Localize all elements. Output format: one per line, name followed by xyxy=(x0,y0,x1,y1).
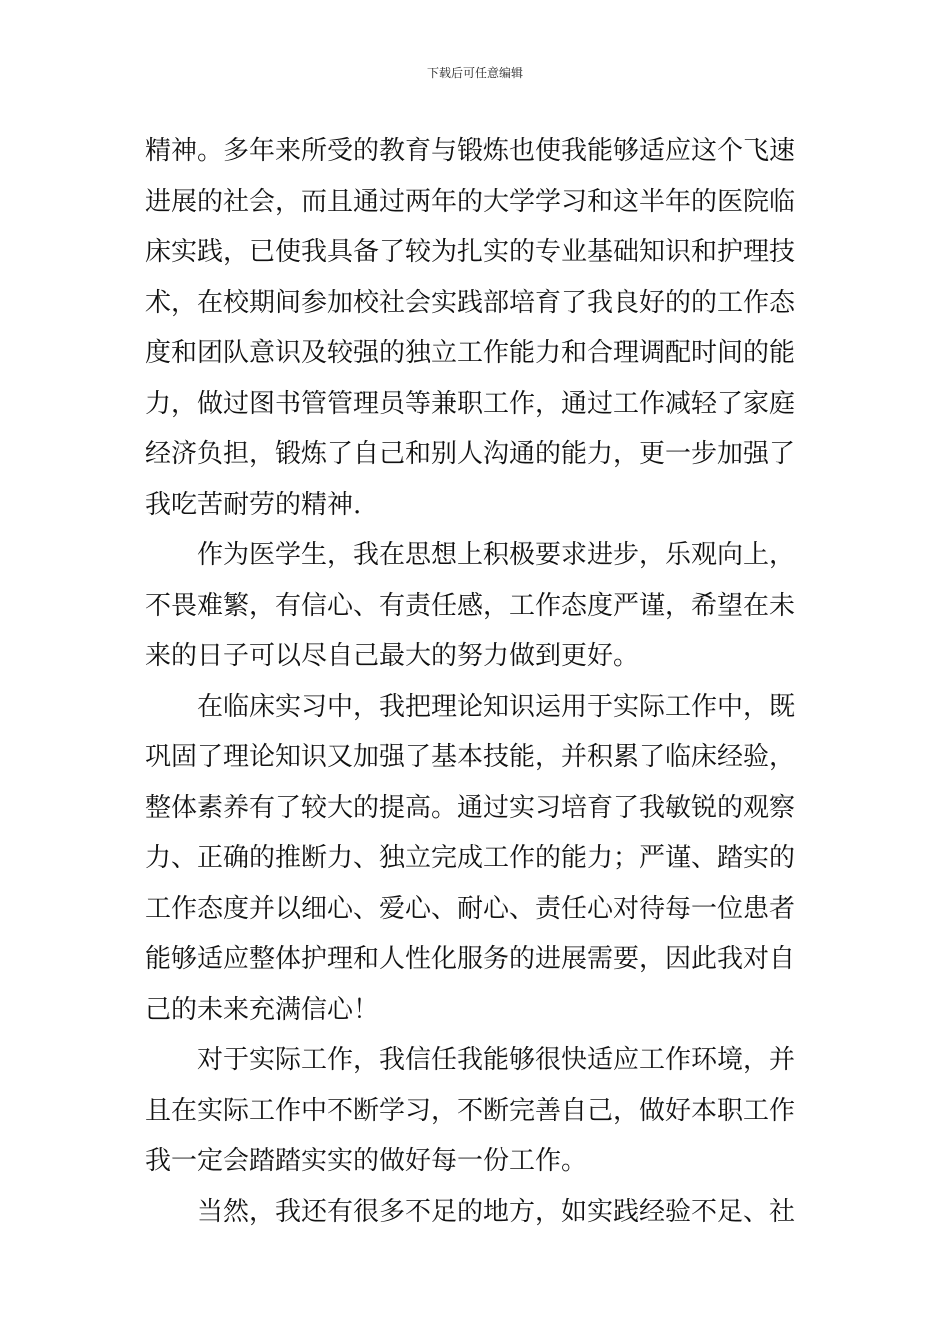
text-line: 且在实际工作中不断学习，不断完善自己，做好本职工作 xyxy=(145,1095,796,1126)
text-line: 作为医学生，我在思想上积极要求进步，乐观向上， xyxy=(197,540,796,570)
text-line: 术，在校期间参加校社会实践部培育了我良好的的工作态 xyxy=(145,287,796,318)
text-line: 当然，我还有很多不足的地方，如实践经验不足、社 xyxy=(197,1196,796,1227)
paragraph xyxy=(145,126,810,530)
paragraph xyxy=(145,682,810,1036)
text-line: 整体素养有了较大的提高。通过实习培育了我敏锐的观察 xyxy=(145,792,796,823)
text-line: 力、正确的推断力、独立完成工作的能力；严谨、踏实的 xyxy=(145,843,796,873)
paragraph xyxy=(145,1035,810,1187)
text-line: 来的日子可以尽自己最大的努力做到更好。 xyxy=(145,641,640,671)
text-line: 我一定会踏踏实实的做好每一份工作。 xyxy=(145,1146,588,1176)
text-line: 进展的社会，而且通过两年的大学学习和这半年的医院临 xyxy=(145,186,796,217)
text-line: 巩固了理论知识又加强了基本技能，并积累了临床经验， xyxy=(145,742,796,772)
text-line: 能够适应整体护理和人性化服务的进展需要，因此我对自 xyxy=(145,944,796,974)
text-line: 力，做过图书管管理员等兼职工作，通过工作减轻了家庭 xyxy=(145,388,796,419)
text-line: 在临床实习中，我把理论知识运用于实际工作中，既 xyxy=(197,691,796,722)
text-line: 床实践，已使我具备了较为扎实的专业基础知识和护理技 xyxy=(145,237,796,267)
text-line: 精神。多年来所受的教育与锻炼也使我能够适应这个飞速 xyxy=(145,136,796,166)
text-line: 工作态度并以细心、爱心、耐心、责任心对待每一位患者 xyxy=(145,893,796,924)
text-line: 我吃苦耐劳的精神. xyxy=(145,489,362,520)
text-line: 对于实际工作，我信任我能够很快适应工作环境，并 xyxy=(197,1045,796,1075)
text-line: 度和团队意识及较强的独立工作能力和合理调配时间的能 xyxy=(145,338,796,368)
text-line: 经济负担，锻炼了自己和别人沟通的能力，更一步加强了 xyxy=(145,439,796,469)
paragraph xyxy=(145,1187,810,1238)
document-body xyxy=(145,126,810,1237)
text-line: 己的未来充满信心！ xyxy=(145,994,380,1025)
page-header: 下载后可任意编辑 xyxy=(426,66,523,80)
paragraph xyxy=(145,530,810,682)
text-line: 不畏难繁，有信心、有责任感，工作态度严谨，希望在未 xyxy=(145,590,796,621)
